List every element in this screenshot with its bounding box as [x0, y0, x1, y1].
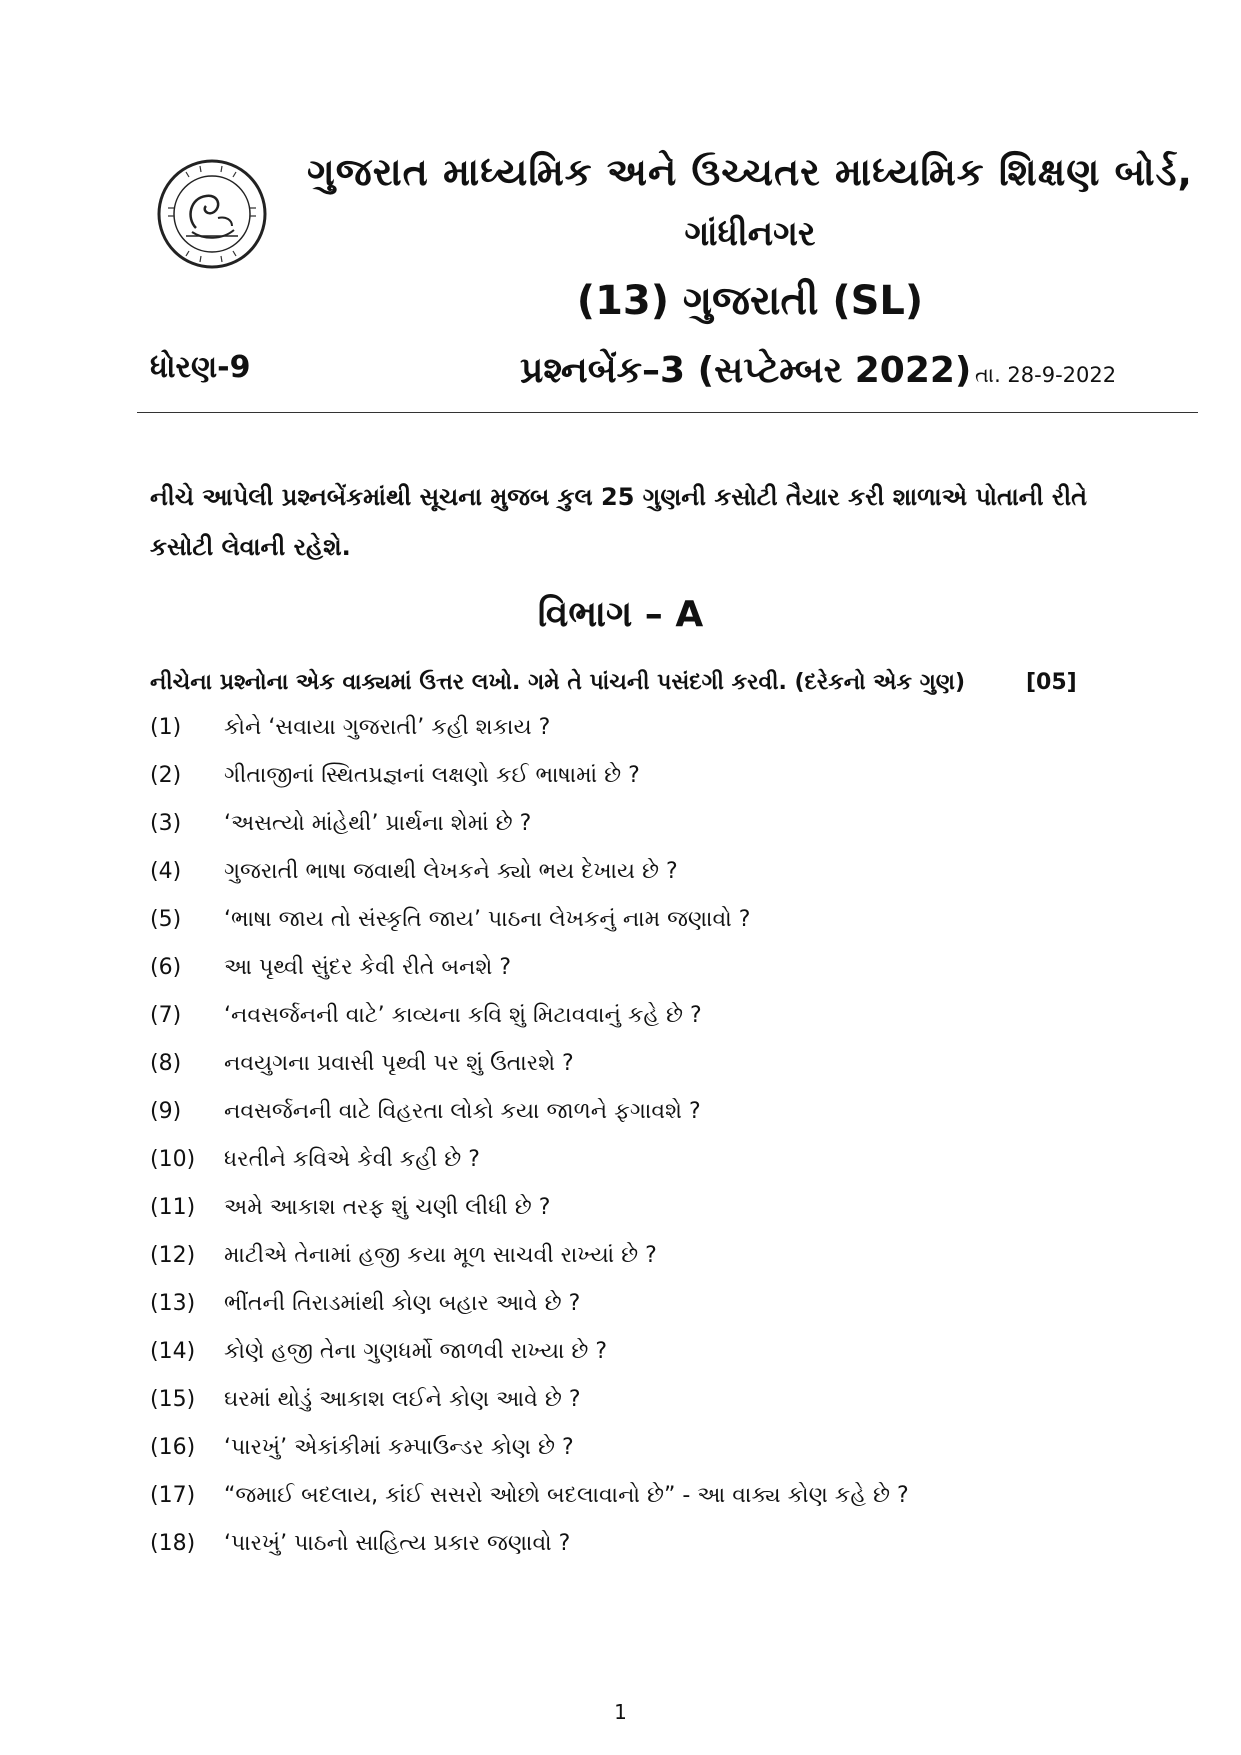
board-seal-logo — [156, 158, 268, 270]
question-item — [150, 1196, 1150, 1244]
question-text: ‘પારખું’ પાઠનો સાહિત્ય પ્રકાર જણાવો ? — [224, 1531, 571, 1556]
question-item — [150, 1244, 1150, 1292]
question-item — [150, 1484, 1150, 1532]
question-number: (7) — [150, 1003, 182, 1028]
question-text: ‘પારખું’ એકાંકીમાં કમ્પાઉન્ડર કોણ છે ? — [224, 1435, 574, 1460]
question-number: (12) — [150, 1243, 196, 1268]
question-item — [150, 1340, 1150, 1388]
question-text: નવયુગના પ્રવાસી પૃથ્વી પર શું ઉતારશે ? — [224, 1051, 574, 1076]
board-title: ગુજરાત માધ્યમિક અને ઉચ્ચતર માધ્યમિક શિક્ષણ બોર્ડ, — [307, 150, 1193, 194]
question-text: ગીતાજીનાં સ્થિતપ્રજ્ઞનાં લક્ષણો કઈ ભાષામાં છે ? — [224, 763, 640, 788]
question-number: (10) — [150, 1147, 196, 1172]
question-item — [150, 1532, 1150, 1580]
question-text: અમે આકાશ તરફ શું ચણી લીધી છે ? — [224, 1195, 551, 1220]
page-number: 1 — [614, 1700, 627, 1724]
question-number: (6) — [150, 955, 182, 980]
question-item — [150, 1100, 1150, 1148]
question-number: (8) — [150, 1051, 182, 1076]
board-city: ગાંધીનગર — [684, 214, 816, 254]
question-text: નવસર્જનની વાટે વિહરતા લોકો કયા જાળને ફગાવશે ? — [224, 1099, 701, 1124]
question-item — [150, 764, 1150, 812]
question-item — [150, 1052, 1150, 1100]
question-number: (3) — [150, 811, 182, 836]
question-number: (2) — [150, 763, 182, 788]
question-number: (13) — [150, 1291, 196, 1316]
question-text: માટીએ તેનામાં હજી કયા મૂળ સાચવી રાખ્યાં છે ? — [224, 1243, 657, 1268]
question-bank-title: પ્રશ્નબેંક–3 (સપ્ટેમ્બર 2022) — [520, 350, 972, 391]
question-text: ‘નવસર્જનની વાટે’ કાવ્યના કવિ શું મિટાવવાનું કહે છે ? — [224, 1003, 702, 1028]
question-text: કોને ‘સવાયા ગુજરાતી’ કહી શકાય ? — [224, 715, 551, 740]
question-number: (11) — [150, 1195, 196, 1220]
header-divider — [137, 412, 1198, 413]
question-text: ભીંતની તિરાડમાંથી કોણ બહાર આવે છે ? — [224, 1291, 581, 1316]
question-text: ઘરમાં થોડું આકાશ લઈને કોણ આવે છે ? — [224, 1387, 581, 1412]
question-text: ધરતીને કવિએ કેવી કહી છે ? — [224, 1147, 480, 1172]
section-instruction: નીચેના પ્રશ્નોના એક વાક્યમાં ઉત્તર લખો. ગમે તે પાંચની પસંદગી કરવી. (દરેકનો એક ગુણ) — [150, 670, 966, 695]
standard-label: ધોરણ-9 — [150, 350, 251, 385]
question-number: (4) — [150, 859, 182, 884]
question-text: “જમાઈ બદલાય, કાંઈ સસરો ઓછો બદલાવાનો છે” - આ વાક્ય કોણ કહે છે ? — [224, 1483, 909, 1508]
question-list — [150, 716, 1150, 1580]
question-text: આ પૃથ્વી સુંદર કેવી રીતે બનશે ? — [224, 955, 512, 980]
question-item — [150, 860, 1150, 908]
question-item — [150, 716, 1150, 764]
exam-date: તા. 28-9-2022 — [975, 363, 1117, 387]
question-item — [150, 812, 1150, 860]
question-number: (15) — [150, 1387, 196, 1412]
question-number: (18) — [150, 1531, 196, 1556]
question-number: (14) — [150, 1339, 196, 1364]
question-item — [150, 908, 1150, 956]
question-item — [150, 1148, 1150, 1196]
question-item — [150, 1436, 1150, 1484]
question-number: (17) — [150, 1483, 196, 1508]
question-text: ‘અસત્યો માંહેથી’ પ્રાર્થના શેમાં છે ? — [224, 811, 532, 836]
question-text: ‘ભાષા જાય તો સંસ્કૃતિ જાય’ પાઠના લેખકનું નામ જણાવો ? — [224, 907, 751, 932]
question-item — [150, 956, 1150, 1004]
subject-title: (13) ગુજરાતી (SL) — [576, 278, 924, 324]
question-item — [150, 1292, 1150, 1340]
section-title: વિભાગ – A — [537, 594, 704, 635]
intro-paragraph: નીચે આપેલી પ્રશ્નબેંકમાંથી સૂચના મુજબ કુલ 25 ગુણની કસોટી તૈયાર કરી શાળાએ પોતાની રીતે કસોટી લેવાની રહેશે. — [150, 483, 1088, 561]
section-marks: [05] — [1026, 670, 1077, 695]
question-number: (9) — [150, 1099, 182, 1124]
question-number: (5) — [150, 907, 182, 932]
question-item — [150, 1004, 1150, 1052]
question-number: (1) — [150, 715, 182, 740]
question-text: કોણે હજી તેના ગુણધર્મો જાળવી રાખ્યા છે ? — [224, 1339, 608, 1364]
question-text: ગુજરાતી ભાષા જવાથી લેખકને ક્યો ભય દેખાય છે ? — [224, 859, 678, 884]
question-number: (16) — [150, 1435, 196, 1460]
question-item — [150, 1388, 1150, 1436]
